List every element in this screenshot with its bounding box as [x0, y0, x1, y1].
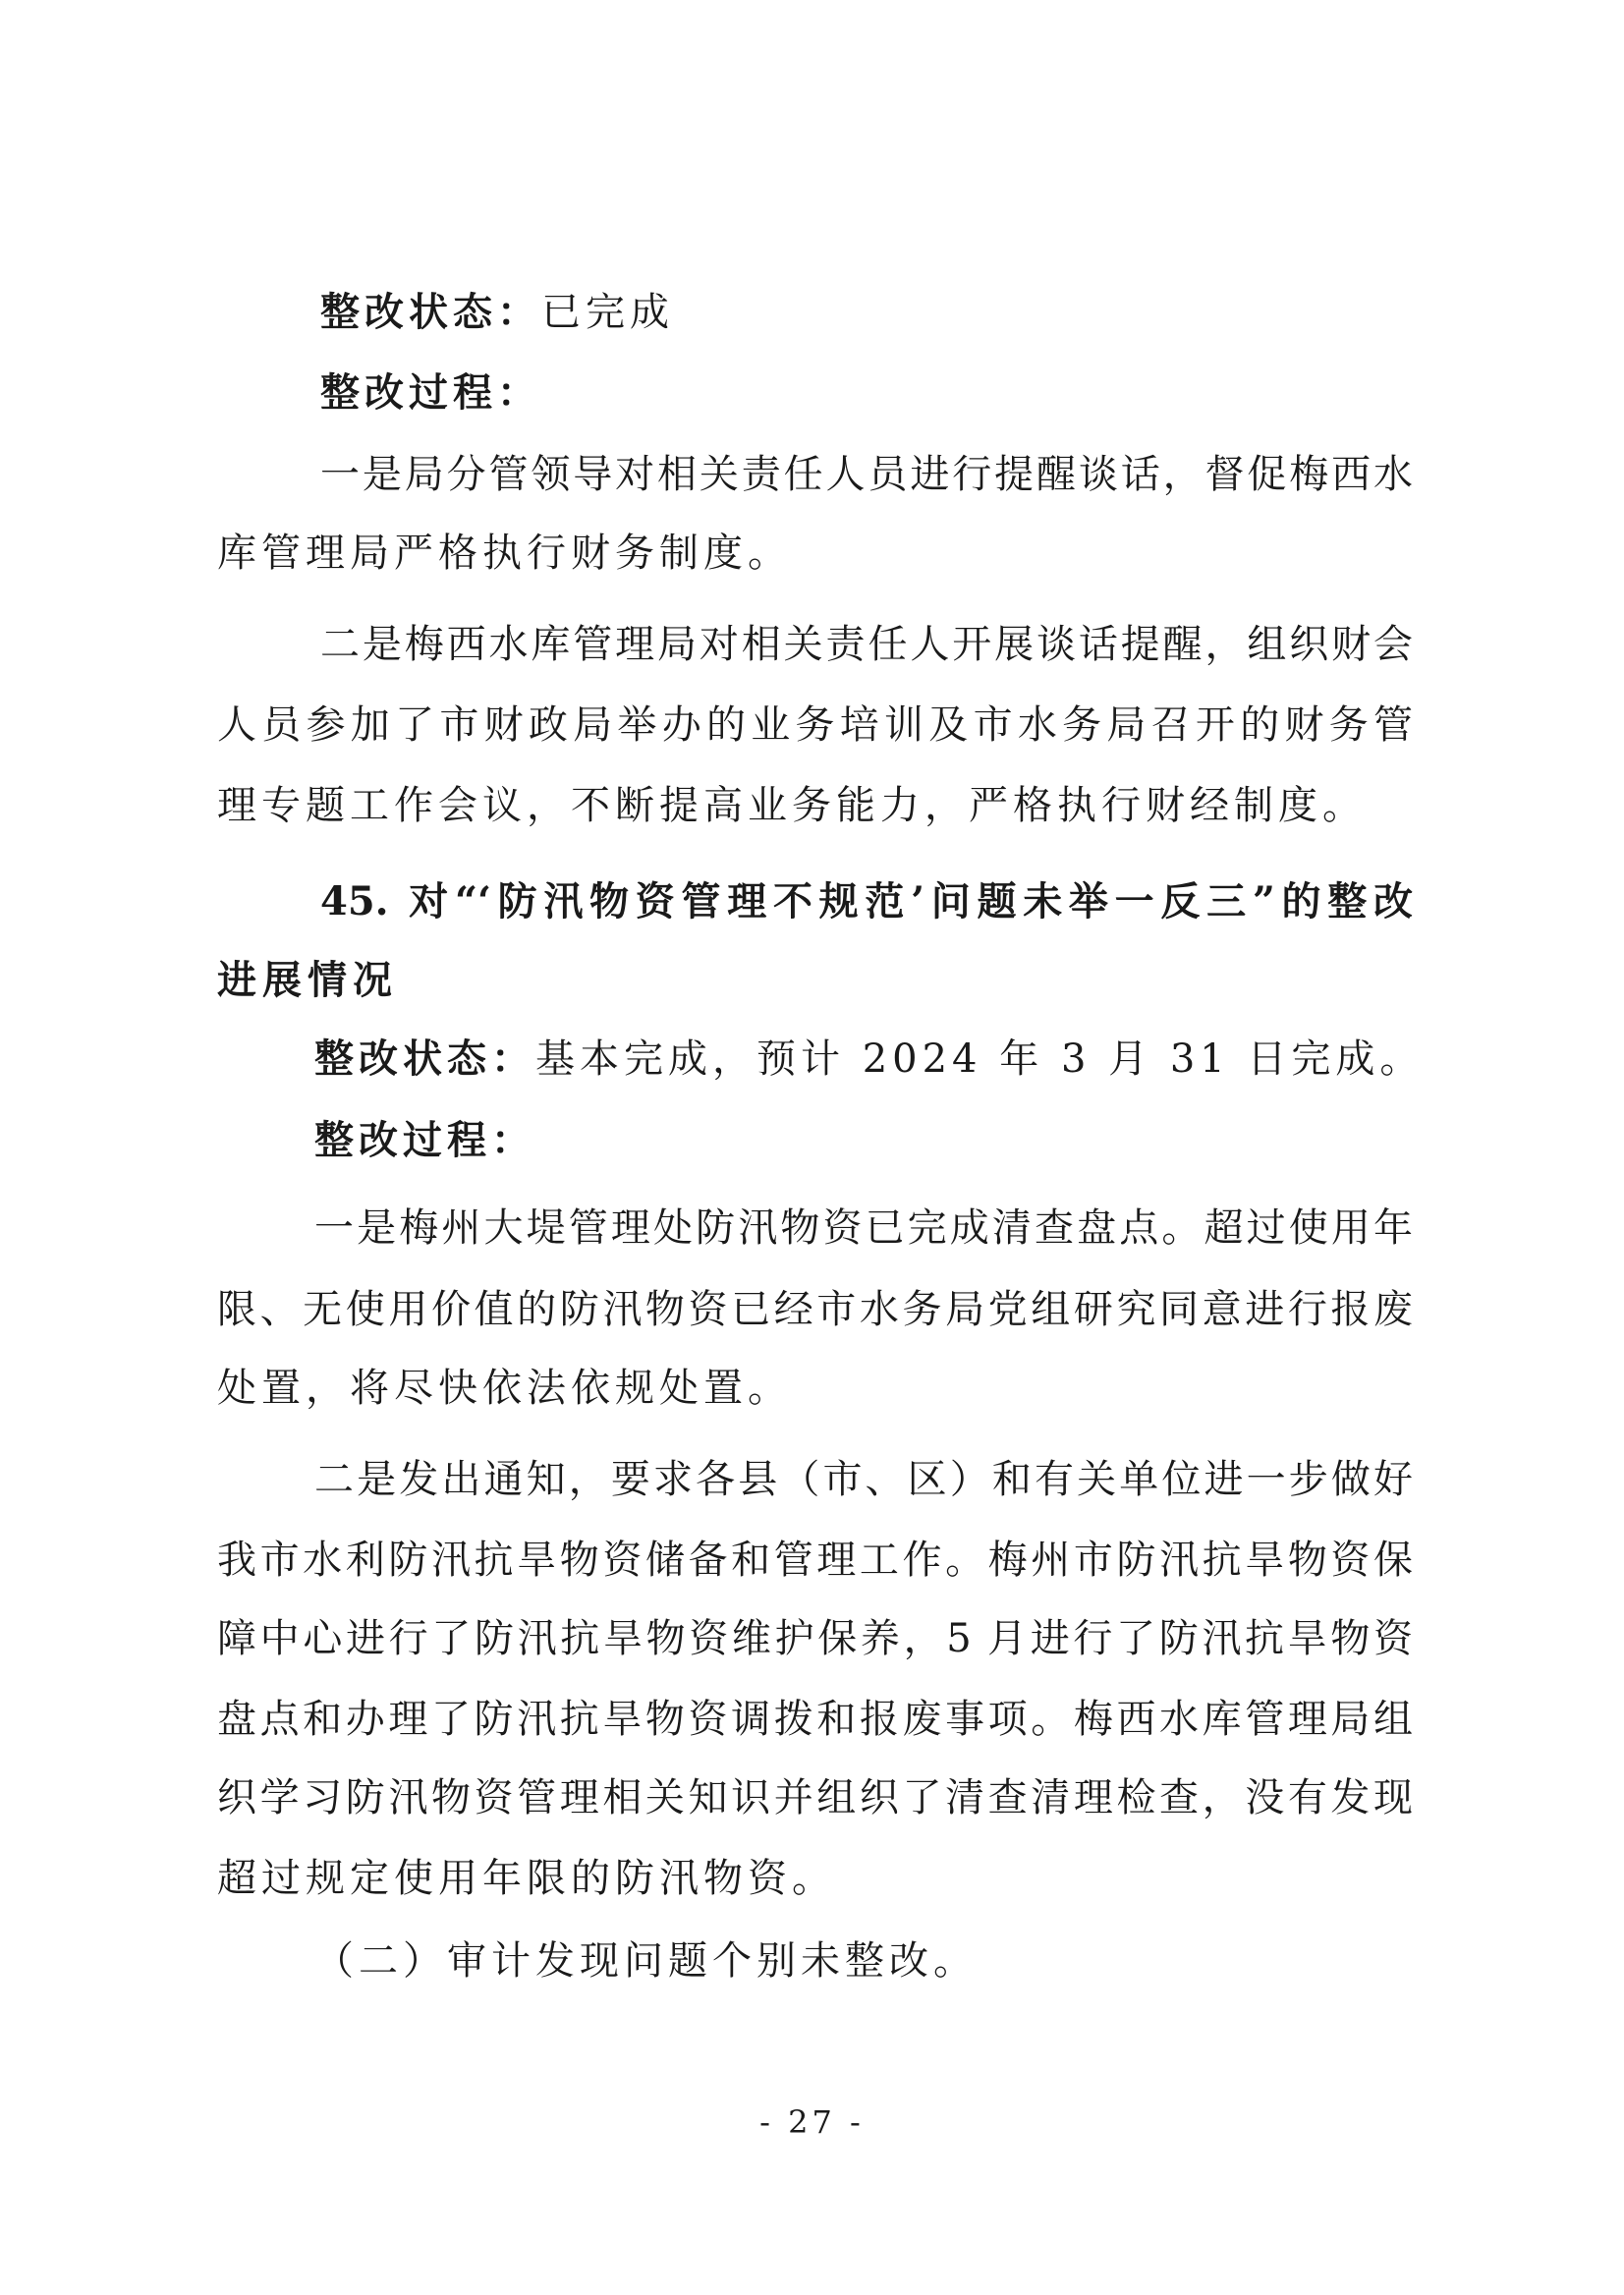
paragraph-line: 盘点和办理了防汛抗旱物资调拨和报废事项。梅西水库管理局组 [217, 1697, 1413, 1742]
paragraph-line: 二是发出通知，要求各县（市、区）和有关单位进一步做好 [314, 1457, 1413, 1502]
paragraph-line: 限、无使用价值的防汛物资已经市水务局党组研究同意进行报废 [217, 1287, 1413, 1332]
status-value: 已完成 [541, 290, 674, 335]
page-number: - 27 - [759, 2103, 865, 2141]
section-heading-continued: 进展情况 [217, 957, 398, 1003]
paragraph-line: 二是梅西水库管理局对相关责任人开展谈话提醒，组织财会 [320, 622, 1413, 667]
paragraph-line: 障中心进行了防汛抗旱物资维护保养，5 月进行了防汛抗旱物资 [217, 1616, 1413, 1661]
status-label: 整改状态： [320, 289, 541, 335]
status-label: 整改状态： [314, 1036, 535, 1082]
process-label: 整改过程： [314, 1117, 535, 1163]
subsection-title: （二）审计发现问题个别未整改。 [314, 1938, 978, 1984]
process-label: 整改过程： [320, 369, 541, 416]
paragraph-line: 库管理局严格执行财务制度。 [217, 531, 792, 576]
paragraph-line: 我市水利防汛抗旱物资储备和管理工作。梅州市防汛抗旱物资保 [217, 1538, 1413, 1583]
paragraph-line: 处置，将尽快依法依规处置。 [217, 1366, 792, 1411]
paragraph-line: 织学习防汛物资管理相关知识并组织了清查清理检查，没有发现 [217, 1775, 1413, 1820]
status-row-45 [314, 1032, 1424, 1087]
paragraph-line: 一是梅州大堤管理处防汛物资已完成清查盘点。超过使用年 [314, 1205, 1413, 1251]
status-row-44 [320, 285, 674, 340]
section-heading: 45. 对“‘防汛物资管理不规范’问题未举一反三”的整改 [320, 878, 1413, 924]
paragraph-line: 理专题工作会议，不断提高业务能力，严格执行财经制度。 [217, 783, 1367, 828]
status-value: 基本完成，预计 2024 年 3 月 31 日完成。 [535, 1036, 1425, 1082]
paragraph-line: 一是局分管领导对相关责任人员进行提醒谈话，督促梅西水 [320, 452, 1413, 497]
paragraph-line: 超过规定使用年限的防汛物资。 [217, 1856, 836, 1901]
paragraph-line: 人员参加了市财政局举办的业务培训及市水务局召开的财务管 [217, 702, 1413, 748]
